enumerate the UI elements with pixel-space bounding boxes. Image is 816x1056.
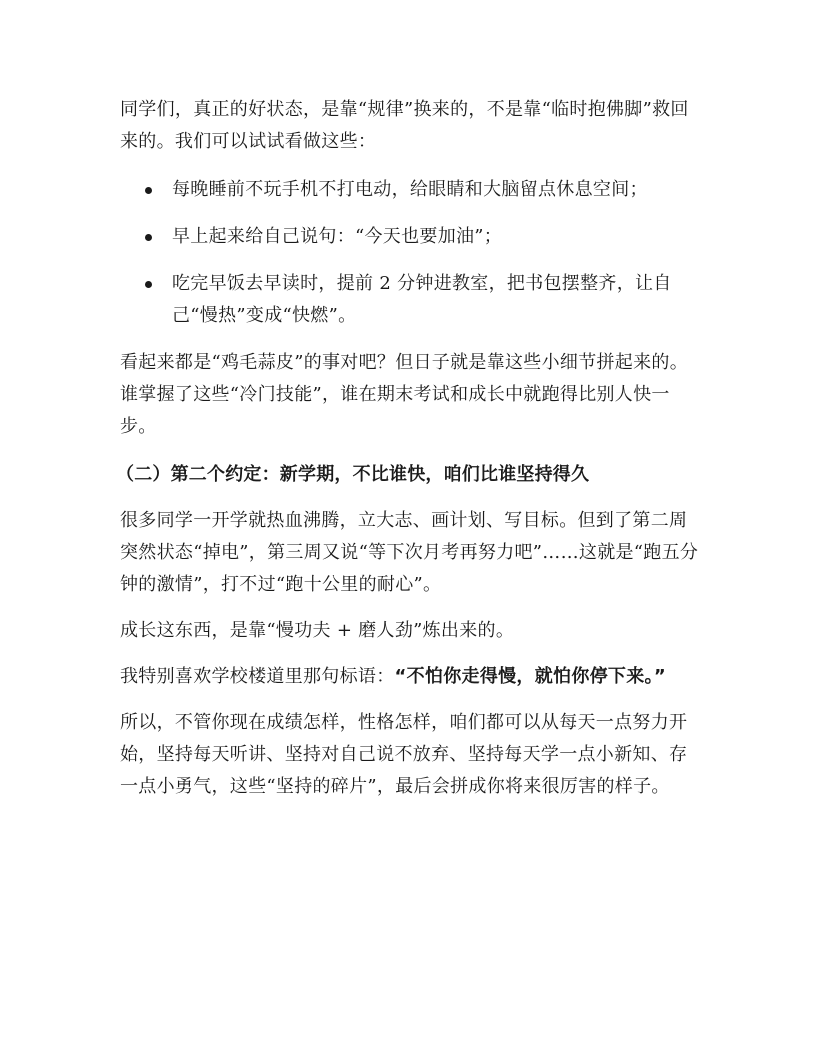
bullet-icon (145, 187, 152, 194)
list-item (120, 221, 700, 253)
tip-text: 吃完早饭去早读时，提前 2 分钟进教室，把书包摆整齐，让自己“慢热”变成“快燃”。 (172, 273, 672, 326)
bullet-icon (145, 234, 152, 241)
tip-text: 早上起来给自己说句：“今天也要加油”； (172, 226, 503, 247)
document-page (116, 94, 700, 803)
summary-paragraph: 看起来都是“鸡毛蒜皮”的事对吧？但日子就是靠这些小细节拼起来的。谁掌握了这些“冷门技能”，谁在期末考试和成长中就跑得比别人快一步。 (120, 352, 689, 437)
list-item (120, 174, 700, 206)
bullet-icon (145, 281, 152, 288)
bold-quote: “不怕你走得慢，就怕你停下来。” (394, 666, 666, 687)
body-paragraph: 所以，不管你现在成绩怎样，性格怎样，咱们都可以从每天一点努力开始，坚持每天听讲、坚持对自己说不放弃、坚持每天学一点小新知、存一点小勇气，这些“坚持的碎片”，最后会拼成你将来很厉害的样子。 (120, 712, 688, 797)
quote-lead: 我特别喜欢学校楼道里那句标语： (120, 666, 395, 687)
section-heading: （二）第二个约定：新学期，不比谁快，咱们比谁坚持得久 (116, 464, 590, 485)
quote-paragraph (120, 661, 700, 693)
tip-text: 每晚睡前不玩手机不打电动，给眼睛和大脑留点休息空间； (172, 179, 648, 200)
intro-paragraph: 同学们，真正的好状态，是靠“规律”换来的，不是靠“临时抱佛脚”救回来的。我们可以试试看做这些： (120, 99, 689, 152)
body-paragraph: 成长这东西，是靠“慢功夫 + 磨人劲”炼出来的。 (120, 620, 515, 641)
list-item (120, 268, 700, 332)
tips-list (120, 174, 700, 332)
body-paragraph: 很多同学一开学就热血沸腾，立大志、画计划、写目标。但到了第二周突然状态“掉电”，第三周又说“等下次月考再努力吧”……这就是“跑五分钟的激情”，打不过“跑十公里的耐心”。 (120, 510, 699, 595)
